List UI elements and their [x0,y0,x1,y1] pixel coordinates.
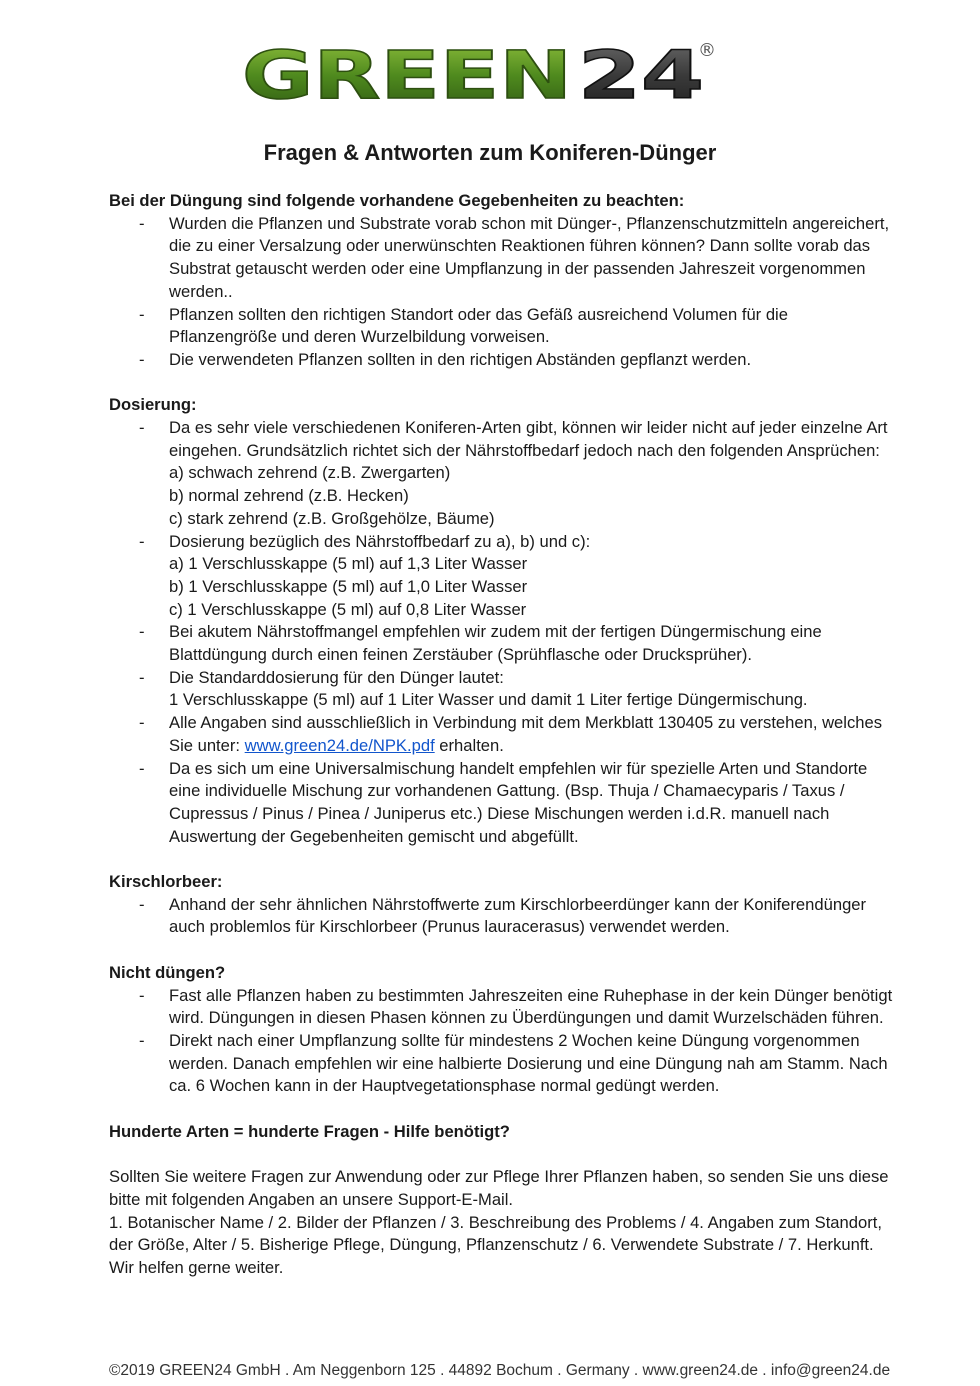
list-item-text: Dosierung bezüglich des Nährstoffbedarf zu a), b) und c): [169,531,591,551]
list-item-text: Anhand der sehr ähnlichen Nährstoffwerte zum Kirschlorbeerdünger kann der Koniferendünger auch problemlos für Kirschlorbeer (Prunus lauracerasus) verwendet werden. [169,894,867,937]
registered-mark: ® [698,40,716,61]
page-title: Fragen & Antworten zum Koniferen-Dünger [263,140,717,165]
link-suffix: erhalten. [434,735,504,755]
list-item-text: a) 1 Verschlusskappe (5 ml) auf 1,3 Liter Wasser [169,554,528,574]
list-item-text: Alle Angaben sind ausschließlich in Verbindung mit dem Merkblatt 130405 zu verstehen, welches Sie unter: [169,713,883,755]
help-list: 1. Botanischer Name / 2. Bilder der Pflanzen / 3. Beschreibung des Problems / 4. Angaben zum Standort, der Größe, Alter / 5. Bisherige Pflege, Düngung, Pflanzenschutz / 6. Verwendete Substrate / 7. Herkunft. [109,1212,882,1255]
dash-bullet: - [139,531,145,551]
list-item [109,667,899,712]
dash-bullet: - [139,667,145,687]
npk-pdf-link[interactable]: www.green24.de/NPK.pdf [244,735,435,755]
list-item-text: Pflanzen sollten den richtigen Standort oder das Gefäß ausreichend Volumen für die Pflanzengröße und deren Wurzelbildung vorweisen. [169,304,788,347]
spacer [109,372,899,395]
list-item [109,621,899,666]
bullet-list [109,213,899,372]
section [109,394,899,848]
spacer [109,1098,899,1121]
green24-logo [240,38,720,108]
list-item [109,985,899,1030]
section [109,871,899,939]
spacer [109,939,899,962]
list-item-text: Fast alle Pflanzen haben zu bestimmten Jahreszeiten eine Ruhephase in der kein Dünger benötigt wird. Düngungen in diesen Phasen können zu Überdüngungen und damit Wurzelschäden führen. [169,985,893,1028]
section-heading: Dosierung: [109,395,197,415]
help-paragraph: Sollten Sie weitere Fragen zur Anwendung oder zur Pflege Ihrer Pflanzen haben, so senden Sie uns diese bitte mit folgenden Angaben an unsere Support-E-Mail. [109,1167,889,1209]
bullet-list [109,894,899,939]
list-item-text: Die verwendeten Pflanzen sollten in den richtigen Abständen gepflanzt werden. [169,349,752,369]
dash-bullet: - [139,713,145,733]
bullet-list [109,985,899,1099]
list-item [109,894,899,939]
list-item [109,417,899,531]
section-heading: Bei der Düngung sind folgende vorhandene Gegebenheiten zu beachten: [109,191,685,210]
section-heading: Nicht düngen? [109,962,226,982]
list-item-text: Bei akutem Nährstoffmangel empfehlen wir zudem mit der fertigen Düngermischung eine Blattdüngung durch einen feinen Zerstäuber (Sprühflasche oder Drucksprüher). [169,622,822,665]
list-item [109,531,899,622]
dash-bullet: - [139,1030,145,1050]
list-item-text: a) schwach zehrend (z.B. Zwergarten) [169,463,451,483]
help-closing: Wir helfen gerne weiter. [109,1257,284,1277]
list-item-text: c) 1 Verschlusskappe (5 ml) auf 0,8 Liter Wasser [169,599,527,619]
logo-green-text: GREEN [242,38,572,108]
list-item-text: 1 Verschlusskappe (5 ml) auf 1 Liter Wasser und damit 1 Liter fertige Düngermischung. [169,690,808,710]
dash-bullet: - [139,418,145,438]
list-item-text: b) 1 Verschlusskappe (5 ml) auf 1,0 Liter Wasser [169,576,528,596]
list-item-text: Da es sich um eine Universalmischung handelt empfehlen wir für spezielle Arten und Standorte eine individuelle Mischung zur vorhandenen Gattung. (Bsp. Thuja / Chamaecyparis / Taxus / Cupressus / Pinus / Pinea / Juniperus etc.) Diese Mischungen werden i.d.R. manuell nach Auswertung der Gegebenheiten gemischt und abgefüllt. [169,758,868,846]
dash-bullet: - [139,304,145,324]
bullet-list [109,417,899,848]
list-item [109,1030,899,1098]
dash-bullet: - [139,622,145,642]
spacer [109,1143,899,1166]
footer: ©2019 GREEN24 GmbH . Am Neggenborn 125 . 44892 Bochum . Germany . www.green24.de . info@green24.de [109,1362,891,1379]
list-item [109,758,899,849]
list-item-text: Die Standarddosierung für den Dünger lautet: [169,667,504,687]
list-item-text: Da es sehr viele verschiedenen Koniferen-Arten gibt, können wir leider nicht auf jeder einzelne Art eingehen. Grundsätzlich richtet sich der Nährstoffbedarf jedoch nach den folgenden Ansprüchen: [169,418,888,460]
logo-24-text: 24 [578,38,704,108]
dash-bullet: - [139,349,145,369]
list-item [109,304,899,349]
spacer [109,848,899,871]
dash-bullet: - [139,894,145,914]
dash-bullet: - [139,213,145,233]
list-item-text: c) stark zehrend (z.B. Großgehölze, Bäume) [169,508,495,528]
list-item-text: Direkt nach einer Umpflanzung sollte für mindestens 2 Wochen keine Düngung vorgenommen werden. Danach empfehlen wir eine halbierte Dosierung und eine Düngung nah am Stamm. Nach ca. 6 Wochen kann in der Hauptvegetationsphase normal gedüngt werden. [169,1030,888,1096]
list-item-text: b) normal zehrend (z.B. Hecken) [169,486,409,506]
section [109,190,899,372]
dash-bullet: - [139,985,145,1005]
list-item-text: Wurden die Pflanzen und Substrate vorab schon mit Dünger-, Pflanzenschutzmitteln angereichert, die zu einer Versalzung oder unerwünschten Reaktionen führen können? Dann sollte vorab das Substrat getauscht werden oder eine Umpflanzung in der passenden Jahreszeit vorgenommen werden.. [169,213,890,301]
list-item [109,213,899,304]
list-item [109,349,899,372]
list-item [109,712,899,757]
document-body [109,190,899,1280]
section [109,962,899,1098]
dash-bullet: - [139,758,145,778]
section-heading: Kirschlorbeer: [109,872,223,892]
help-heading: Hunderte Arten = hunderte Fragen - Hilfe benötigt? [109,1121,510,1141]
